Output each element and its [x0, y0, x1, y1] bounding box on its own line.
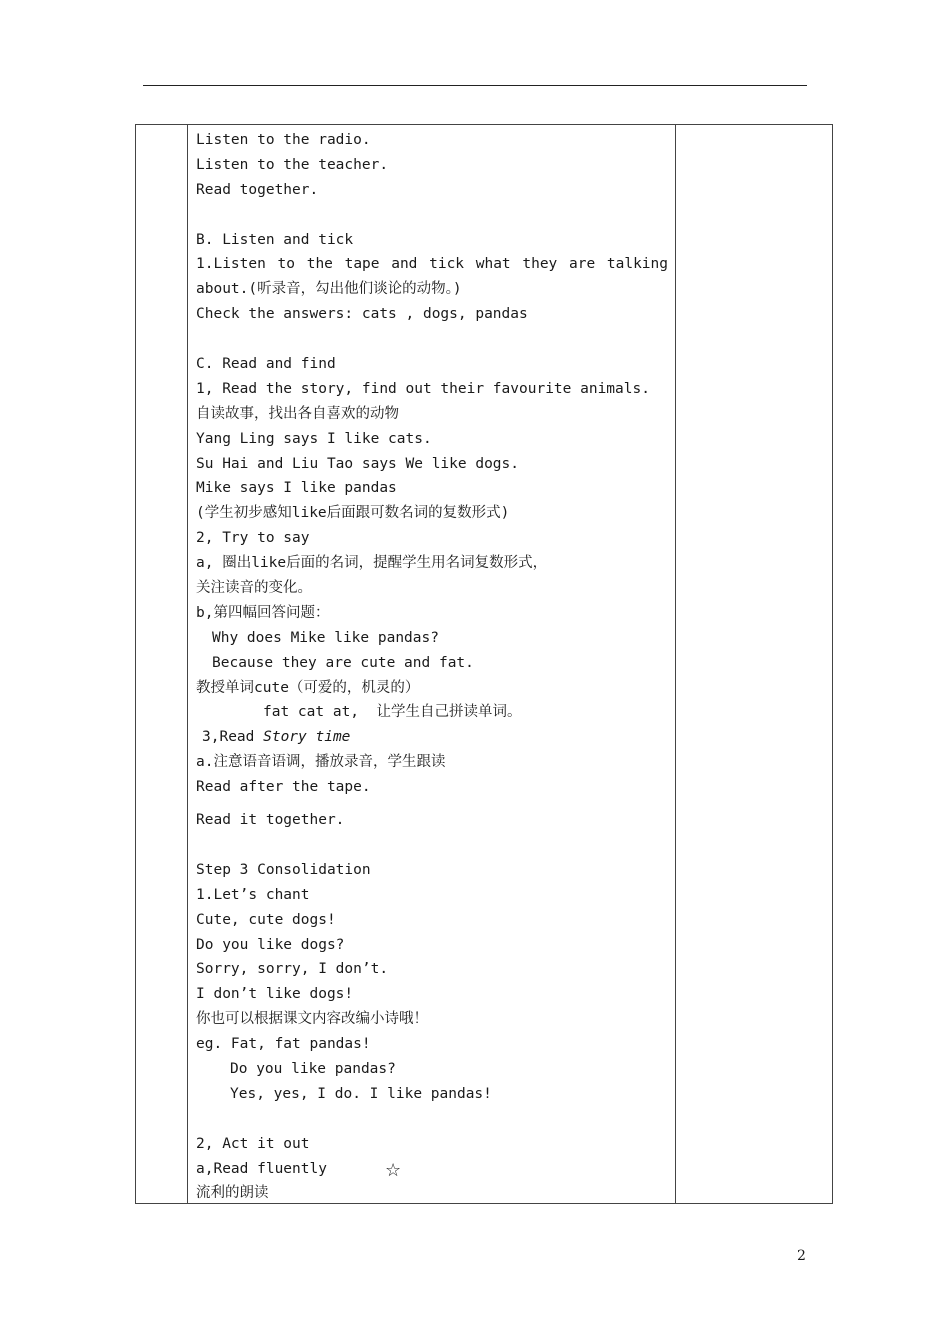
section-heading: 2, Act it out — [196, 1135, 310, 1152]
text-line: b,第四幅回答问题： — [196, 604, 330, 621]
section-heading: B. Listen and tick — [196, 231, 354, 248]
text-line: 教授单词cute（可爱的，机灵的） — [196, 679, 420, 696]
story-time-title: Story time — [263, 729, 351, 746]
text-line: about.(听录音，勾出他们谈论的动物。) — [196, 281, 462, 298]
example-line: eg. Fat, fat pandas! — [196, 1036, 371, 1053]
text-line: a, 圈出like后面的名词，提醒学生用名词复数形式， — [196, 555, 548, 572]
section-heading: Step 3 Consolidation — [196, 861, 371, 878]
text-line: Listen to the teacher. — [196, 156, 389, 173]
text-line: Check the answers: cats , dogs, pandas — [196, 306, 528, 323]
example-line: Do you like pandas? — [230, 1060, 396, 1077]
example-line: Yes, yes, I do. I like pandas! — [230, 1085, 492, 1102]
chant-line: I don’t like dogs! — [196, 986, 354, 1003]
text-line: 1, Read the story, find out their favourite animals. — [196, 380, 650, 397]
text-line: 1.Listen to the tape and tick what they are talking — [196, 256, 668, 273]
text-line: Read after the tape. — [196, 779, 371, 796]
answer-line: Because they are cute and fat. — [212, 654, 474, 671]
chant-line: Sorry, sorry, I don’t. — [196, 961, 389, 978]
procedure-cell — [196, 128, 668, 1206]
text-line: 2, Try to say — [196, 530, 310, 547]
text-line — [196, 725, 668, 750]
section-heading: C. Read and find — [196, 356, 336, 373]
text-line: a,Read fluently — [196, 1160, 327, 1177]
text-line: 关注读音的变化。 — [196, 580, 312, 597]
text-line: Yang Ling says I like cats. — [196, 430, 432, 447]
text-line: a.注意语音语调，播放录音，学生跟读 — [196, 754, 446, 771]
lesson-table — [135, 124, 833, 1204]
read-label: 3,Read — [202, 729, 264, 746]
star-icon: ☆ — [385, 1160, 402, 1181]
text-line: Su Hai and Liu Tao says We like dogs. — [196, 455, 520, 472]
question-line: Why does Mike like pandas? — [212, 629, 439, 646]
page-number: 2 — [797, 1248, 806, 1264]
header-rule — [143, 85, 807, 86]
column-divider-left — [187, 125, 188, 1203]
text-line: 流利的朗读 — [196, 1185, 269, 1202]
column-divider-right — [675, 125, 676, 1203]
text-line: 自读故事，找出各自喜欢的动物 — [196, 405, 399, 422]
text-line: Mike says I like pandas — [196, 480, 397, 497]
text-line: Read it together. — [196, 812, 345, 829]
text-line: fat cat at, 让学生自己拼读单词。 — [263, 704, 522, 721]
text-line: Read together. — [196, 181, 319, 198]
text-line: 你也可以根据课文内容改编小诗哦！ — [196, 1011, 428, 1028]
text-line: Listen to the radio. — [196, 132, 371, 148]
text-line: 1.Let’s chant — [196, 886, 310, 903]
text-line: (学生初步感知like后面跟可数名词的复数形式) — [196, 505, 510, 522]
chant-line: Cute, cute dogs! — [196, 911, 336, 928]
chant-line: Do you like dogs? — [196, 936, 345, 953]
